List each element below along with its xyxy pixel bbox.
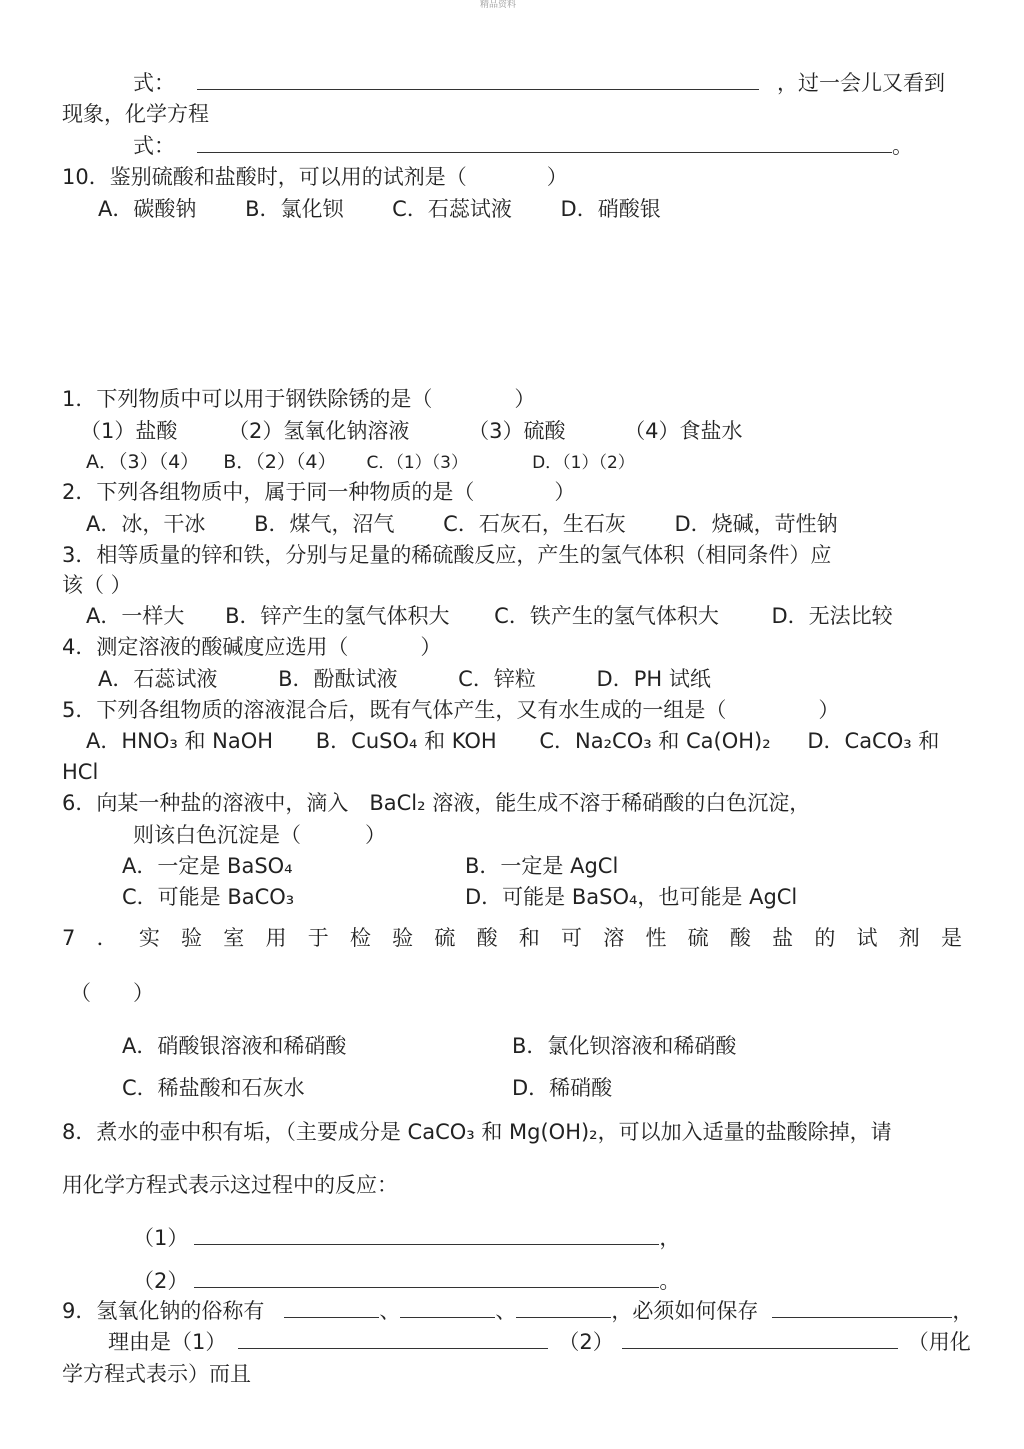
q3-options <box>86 603 893 629</box>
q7-stem-char: 用 <box>265 926 287 950</box>
q4-option-c[interactable]: C．锌粒 <box>458 667 536 691</box>
q7-paren: （ ） <box>70 981 154 1005</box>
top-line-2: 现象，化学方程 <box>62 102 209 126</box>
q7-stem-char: 实 <box>138 926 160 950</box>
q7-stem-char: 硫 <box>434 926 456 950</box>
q4-option-a[interactable]: A．石蕊试液 <box>98 667 218 691</box>
q3-stem: 3．相等质量的锌和铁，分别与足量的稀硫酸反应，产生的氢气体积（相同条件）应 <box>62 543 832 567</box>
q3-option-d[interactable]: D．无法比较 <box>771 604 893 628</box>
q7-stem-char: 性 <box>645 926 667 950</box>
q9-reason: 理由是（1） （2） （用化 <box>108 1330 971 1354</box>
q4-options <box>98 666 711 692</box>
q5-stem: 5．下列各组物质的溶液混合后，既有气体产生，又有水生成的一组是（ ） <box>62 698 840 722</box>
q10-option-d[interactable]: D．硝酸银 <box>560 197 661 221</box>
q4-option-d[interactable]: D．PH 试纸 <box>596 667 711 691</box>
q6-option-c[interactable]: C．可能是 BaCO₃ <box>122 885 295 909</box>
q1-item: （4）食盐水 <box>624 419 743 443</box>
q7-stem-char: 剂 <box>898 926 920 950</box>
top-line-3: 式： 。 <box>133 134 913 158</box>
q10-option-b[interactable]: B．氯化钡 <box>245 197 344 221</box>
q7-stem-char: 的 <box>814 926 836 950</box>
q6-option-b[interactable]: B．一定是 AgCl <box>465 854 619 878</box>
answer-blank[interactable] <box>284 1299 379 1318</box>
q7-stem-char: 验 <box>392 926 414 950</box>
q1-option-d[interactable]: D．（1）（2） <box>532 453 635 473</box>
answer-blank[interactable] <box>197 134 892 153</box>
q1-option-c[interactable]: C．（1）（3） <box>366 453 469 473</box>
q7-stem <box>62 925 962 951</box>
answer-blank[interactable] <box>400 1299 495 1318</box>
q7-stem-char: 酸 <box>729 926 751 950</box>
q4-option-b[interactable]: B．酚酞试液 <box>278 667 398 691</box>
q3-option-b[interactable]: B．锌产生的氢气体积大 <box>225 604 450 628</box>
q1-option-a[interactable]: A．（3）（4） <box>86 451 200 473</box>
q2-option-d[interactable]: D．烧碱，苛性钠 <box>674 512 838 536</box>
q1-item: （2）氢氧化钠溶液 <box>228 419 410 443</box>
q6-stem: 6．向某一种盐的溶液中，滴入 BaCl₂ 溶液，能生成不溶于稀硝酸的白色沉淀， <box>62 791 811 815</box>
q7-option-a[interactable]: A．硝酸银溶液和稀硝酸 <box>122 1034 347 1058</box>
q1-options <box>86 449 635 476</box>
q7-stem-char: 是 <box>940 926 962 950</box>
q7-stem-char: 7 <box>62 926 76 950</box>
q6-stem-cont: 则该白色沉淀是（ ） <box>133 823 386 847</box>
q7-stem-char: 酸 <box>476 926 498 950</box>
answer-blank[interactable] <box>194 1226 659 1245</box>
q10-option-c[interactable]: C．石蕊试液 <box>392 197 512 221</box>
q10-stem: 10．鉴别硫酸和盐酸时，可以用的试剂是（ ） <box>62 165 568 189</box>
q1-item: （1）盐酸 <box>80 419 178 443</box>
q1-stem: 1．下列物质中可以用于钢铁除锈的是（ ） <box>62 387 536 411</box>
q1-items <box>80 418 743 444</box>
q7-option-c[interactable]: C．稀盐酸和石灰水 <box>122 1076 305 1100</box>
answer-blank[interactable] <box>772 1299 952 1318</box>
q7-option-b[interactable]: B．氯化钡溶液和稀硝酸 <box>512 1034 737 1058</box>
q9-last-line: 学方程式表示）而且 <box>62 1362 251 1386</box>
q2-option-a[interactable]: A．冰，干冰 <box>86 512 206 536</box>
q2-option-b[interactable]: B．煤气，沼气 <box>254 512 395 536</box>
q9-stem: 9．氢氧化钠的俗称有 、 、 ，必须如何保存 ， <box>62 1299 974 1323</box>
q7-stem-char: 室 <box>223 926 245 950</box>
q7-stem-char: 可 <box>561 926 582 950</box>
q7-stem-char: 试 <box>856 926 878 950</box>
answer-blank[interactable] <box>197 71 759 90</box>
q7-stem-char: 于 <box>307 926 329 950</box>
page-header: 精品资料 <box>480 0 517 10</box>
answer-blank[interactable] <box>516 1299 611 1318</box>
q8-line-2: （2） 。 <box>133 1269 681 1293</box>
top-line-1: 式： ，过一会儿又看到 <box>133 71 945 95</box>
q8-stem-cont: 用化学方程式表示这过程中的反应： <box>62 1173 398 1197</box>
q8-stem: 8．煮水的壶中积有垢，（主要成分是 CaCO₃ 和 Mg(OH)₂，可以加入适量的盐酸除掉，请 <box>62 1120 892 1144</box>
q4-stem: 4．测定溶液的酸碱度应选用（ ） <box>62 635 442 659</box>
q3-stem-cont: 该（ ） <box>62 573 132 597</box>
q6-option-a[interactable]: A．一定是 BaSO₄ <box>122 854 293 878</box>
q7-stem-char: 盐 <box>772 926 794 950</box>
q10-option-a[interactable]: A．碳酸钠 <box>98 197 197 221</box>
q7-stem-char: 检 <box>349 926 371 950</box>
q2-option-c[interactable]: C．石灰石，生石灰 <box>443 512 626 536</box>
q5-option-c[interactable]: C．Na₂CO₃ 和 Ca(OH)₂ <box>539 729 771 753</box>
q3-option-a[interactable]: A．一样大 <box>86 604 185 628</box>
q1-item: （3）硫酸 <box>468 419 566 443</box>
q5-option-d[interactable]: D．CaCO₃ 和 <box>807 729 940 753</box>
answer-blank[interactable] <box>238 1330 548 1349</box>
q2-options <box>86 511 838 537</box>
q2-stem: 2．下列各组物质中，属于同一种物质的是（ ） <box>62 480 576 504</box>
q5-options <box>86 728 939 754</box>
q7-stem-char: 和 <box>518 926 540 950</box>
q7-stem-char: 硫 <box>687 926 709 950</box>
answer-blank[interactable] <box>622 1330 898 1349</box>
q6-option-d[interactable]: D．可能是 BaSO₄，也可能是 AgCl <box>465 885 798 909</box>
q8-line-1: （1） ， <box>133 1226 681 1250</box>
q3-option-c[interactable]: C．铁产生的氢气体积大 <box>494 604 719 628</box>
q7-stem-char: ． <box>96 926 118 950</box>
q5-option-d-cont: HCl <box>62 760 99 784</box>
q5-option-a[interactable]: A．HNO₃ 和 NaOH <box>86 729 274 753</box>
q10-options <box>98 196 661 222</box>
q1-option-b[interactable]: B．（2）（4） <box>223 451 337 473</box>
q7-stem-char: 溶 <box>603 926 625 950</box>
q7-option-d[interactable]: D．稀硝酸 <box>512 1076 613 1100</box>
q7-stem-char: 验 <box>181 926 203 950</box>
q5-option-b[interactable]: B．CuSO₄ 和 KOH <box>315 729 497 753</box>
answer-blank[interactable] <box>194 1269 659 1288</box>
